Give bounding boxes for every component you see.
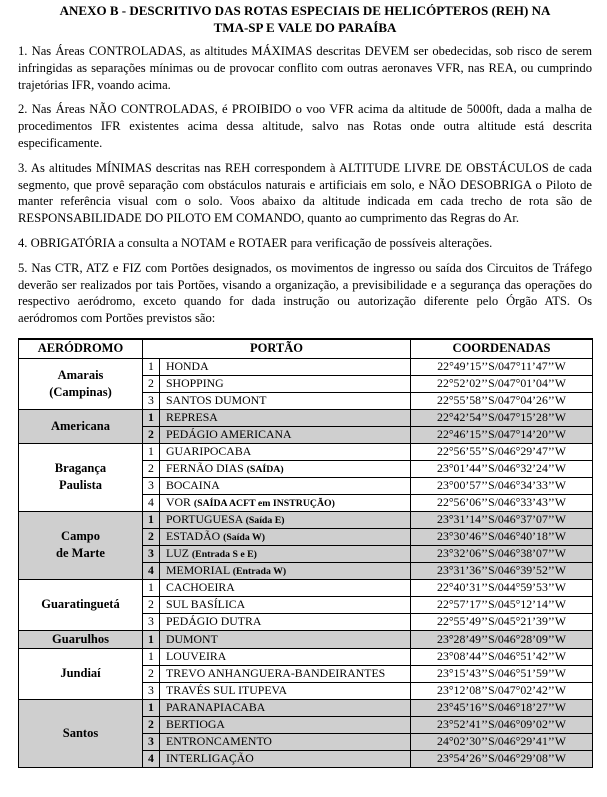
gate-cell: [160, 511, 411, 528]
gate-name: TRAVÉS SUL ITUPEVA: [166, 683, 288, 698]
aerodromo-name-line: Jundiaí: [60, 666, 101, 681]
table-row: [19, 630, 593, 648]
gate-cell: [160, 579, 411, 596]
gate-note: (Entrada S e E): [191, 548, 257, 560]
table-row: [19, 409, 593, 426]
gate-name: BERTIOGA: [166, 717, 225, 732]
aerodromo-cell: [19, 648, 143, 699]
gate-number: 3: [143, 733, 160, 750]
gate-coordinates: 23°01’44’’S/046°32’24’’W: [411, 460, 593, 477]
gate-coordinates: 23°31’36’’S/046°39’52’’W: [411, 562, 593, 579]
aerodromo-cell: [19, 409, 143, 443]
table-row: [19, 443, 593, 460]
title-line-1: ANEXO B - DESCRITIVO DAS ROTAS ESPECIAIS DE HELICÓPTEROS (REH) NA: [59, 3, 551, 18]
gate-cell: [160, 665, 411, 682]
gate-number: 1: [143, 579, 160, 596]
gate-number: 1: [143, 511, 160, 528]
gate-name: PEDÁGIO AMERICANA: [166, 427, 292, 442]
aerodromo-name-line: Guaratinguetá: [41, 597, 120, 612]
gate-number: 2: [143, 665, 160, 682]
gate-coordinates: 22°42’54’’S/047°15’28’’W: [411, 409, 593, 426]
gate-number: 1: [143, 699, 160, 716]
header-aerodromo: AERÓDROMO: [19, 339, 143, 359]
gate-number: 3: [143, 477, 160, 494]
table-row: [19, 648, 593, 665]
gate-number: 1: [143, 630, 160, 648]
gate-number: 4: [143, 562, 160, 579]
gate-coordinates: 22°57’17’’S/045°12’14’’W: [411, 596, 593, 613]
gate-cell: [160, 409, 411, 426]
paragraph-5: 5. Nas CTR, ATZ e FIZ com Portões designados, os movimentos de ingresso ou saída dos Circuitos de Tráfego deverão ser realizados por tais Portões, visando a organização, a previsibilidade e a segurança das operações do respectivo aeródromo, exceto quando for dada instrução ou autorização diferente pelo Órgão ATS. Os aeródromos com Portões previstos são:: [18, 260, 592, 326]
gate-coordinates: 23°00’57’’S/046°34’33’’W: [411, 477, 593, 494]
gate-coordinates: 22°56’55’’S/046°29’47’’W: [411, 443, 593, 460]
gate-number: 3: [143, 392, 160, 409]
gate-name: HONDA: [166, 359, 209, 374]
aerodromo-cell: [19, 579, 143, 630]
gate-cell: [160, 699, 411, 716]
aerodromo-cell: [19, 358, 143, 409]
gate-coordinates: 23°45’16’’S/046°18’27’’W: [411, 699, 593, 716]
gate-number: 1: [143, 409, 160, 426]
gate-coordinates: 22°52’02’’S/047°01’04’’W: [411, 375, 593, 392]
gate-name: PORTUGUESA: [166, 511, 246, 526]
gate-cell: [160, 613, 411, 630]
gate-cell: [160, 477, 411, 494]
gate-cell: [160, 545, 411, 562]
aerodromo-cell: [19, 511, 143, 579]
gate-name: INTERLIGAÇÃO: [166, 751, 254, 766]
gate-name: PEDÁGIO DUTRA: [166, 614, 262, 629]
gate-number: 1: [143, 443, 160, 460]
paragraph-4: 4. OBRIGATÓRIA a consulta a NOTAM e ROTAER para verificação de possíveis alterações.: [18, 235, 493, 250]
aerodromo-name-line: Guarulhos: [52, 631, 109, 646]
gate-name: BOCAINA: [166, 478, 220, 493]
gate-cell: [160, 716, 411, 733]
gate-name: MEMORIAL: [166, 562, 233, 577]
gate-cell: [160, 443, 411, 460]
gate-coordinates: 23°52’41’’S/046°09’02’’W: [411, 716, 593, 733]
aerodromo-name-line: Paulista: [58, 478, 103, 493]
gate-name: LUZ: [166, 545, 192, 560]
title-line-2: TMA-SP E VALE DO PARAÍBA: [213, 20, 397, 35]
gate-coordinates: 22°55’49’’S/045°21’39’’W: [411, 613, 593, 630]
gate-name: REPRESA: [166, 410, 218, 425]
gate-cell: [160, 648, 411, 665]
table-row: [19, 579, 593, 596]
aerodromo-name-line: (Campinas): [49, 384, 112, 399]
gate-number: 2: [143, 426, 160, 443]
table-row: [19, 699, 593, 716]
gate-note: (Entrada W): [232, 565, 287, 577]
document-title: [18, 2, 592, 36]
aerodromo-name-line: Amarais: [57, 367, 104, 382]
aerodromo-cell: [19, 699, 143, 767]
gate-name: CACHOEIRA: [166, 580, 235, 595]
gate-coordinates: 22°55’58’’S/047°04’26’’W: [411, 392, 593, 409]
gate-cell: [160, 750, 411, 767]
gate-cell: [160, 392, 411, 409]
gate-coordinates: 23°32’06’’S/046°38’07’’W: [411, 545, 593, 562]
gate-name: TREVO ANHANGUERA-BANDEIRANTES: [166, 666, 386, 681]
gate-number: 1: [143, 648, 160, 665]
gate-number: 4: [143, 750, 160, 767]
aerodromo-name-line: Santos: [62, 725, 99, 740]
gate-note: (Saída W): [223, 531, 266, 543]
header-portao: PORTÃO: [143, 339, 411, 359]
gate-number: 1: [143, 358, 160, 375]
gate-cell: [160, 358, 411, 375]
gates-table: [18, 338, 593, 768]
gate-coordinates: 24°02’30’’S/046°29’41’’W: [411, 733, 593, 750]
gate-name: SHOPPING: [166, 376, 224, 391]
table-row: [19, 511, 593, 528]
gate-cell: [160, 630, 411, 648]
gate-coordinates: 22°40’31’’S/044°59’53’’W: [411, 579, 593, 596]
paragraph-1: 1. Nas Áreas CONTROLADAS, as altitudes MÁXIMAS descritas DEVEM ser obedecidas, sob risco de serem infringidas as separações mínimas ou de provocar conflito com outras aeronaves VFR, nas REA, ou cumprindo trajetórias IFR, voando acima.: [18, 44, 592, 92]
gate-note: (SAÍDA): [246, 463, 284, 475]
gate-cell: [160, 562, 411, 579]
gate-number: 3: [143, 545, 160, 562]
gate-coordinates: 23°30’46’’S/046°40’18’’W: [411, 528, 593, 545]
gate-coordinates: 23°28’49’’S/046°28’09’’W: [411, 630, 593, 648]
aerodromo-cell: [19, 443, 143, 511]
paragraph-3: 3. As altitudes MÍNIMAS descritas nas REH correspondem à ALTITUDE LIVRE DE OBSTÁCULOS de cada segmento, que provê separação com obstáculos naturais e artificiais em solo, e NÃO DESOBRIGA o Piloto de manter referência visual com o solo. Voos abaixo da altitude indicada em cada trecho de rota são de RESPONSABILIDADE DO PILOTO EM COMANDO, quanto ao cumprimento das Regras do Ar.: [18, 160, 592, 226]
table-row: [19, 358, 593, 375]
gate-number: 2: [143, 460, 160, 477]
aerodromo-name-line: Americana: [50, 418, 110, 433]
aerodromo-name-line: de Marte: [56, 546, 105, 561]
gate-cell: [160, 460, 411, 477]
gate-coordinates: 23°15’43’’S/046°51’59’’W: [411, 665, 593, 682]
gate-name: FERNÃO DIAS: [166, 460, 247, 475]
gate-number: 2: [143, 716, 160, 733]
aerodromo-cell: [19, 630, 143, 648]
gate-cell: [160, 494, 411, 511]
gate-number: 2: [143, 528, 160, 545]
header-coordenadas: COORDENADAS: [411, 339, 593, 359]
aerodromo-name-line: Bragança: [54, 461, 107, 476]
gate-number: 2: [143, 375, 160, 392]
paragraph-2: 2. Nas Áreas NÃO CONTROLADAS, é PROIBIDO o voo VFR acima da altitude de 5000ft, dada a malha de procedimentos IFR existentes acima dessa altitude, salvo nas Rotas onde outra altitude está descrita especificamente.: [18, 102, 592, 150]
gate-coordinates: 23°08’44’’S/046°51’42’’W: [411, 648, 593, 665]
gate-number: 3: [143, 682, 160, 699]
gate-coordinates: 22°49’15’’S/047°11’47’’W: [411, 358, 593, 375]
gate-name: ESTADÃO: [166, 528, 224, 543]
gate-coordinates: 23°31’14’’S/046°37’07’’W: [411, 511, 593, 528]
gate-coordinates: 22°56’06’’S/046°33’43’’W: [411, 494, 593, 511]
gate-cell: [160, 528, 411, 545]
gate-name: SUL BASÍLICA: [166, 597, 246, 612]
gate-number: 3: [143, 613, 160, 630]
gate-number: 2: [143, 596, 160, 613]
gate-name: DUMONT: [166, 631, 218, 646]
gate-coordinates: 23°12’08’’S/047°02’42’’W: [411, 682, 593, 699]
gate-name: VOR: [166, 494, 194, 509]
gate-cell: [160, 733, 411, 750]
gate-cell: [160, 375, 411, 392]
gate-cell: [160, 426, 411, 443]
gate-note: (SAÍDA ACFT em INSTRUÇÃO): [193, 497, 335, 509]
gate-coordinates: 23°54’26’’S/046°29’08’’W: [411, 750, 593, 767]
gate-coordinates: 22°46’15’’S/047°14’20’’W: [411, 426, 593, 443]
gate-name: ENTRONCAMENTO: [166, 734, 272, 749]
gate-name: GUARIPOCABA: [166, 444, 252, 459]
gate-name: PARANAPIACABA: [166, 700, 266, 715]
gate-name: SANTOS DUMONT: [166, 393, 267, 408]
table-header-row: [19, 339, 593, 359]
document-page: [18, 2, 592, 768]
aerodromo-name-line: Campo: [61, 529, 100, 544]
gate-cell: [160, 596, 411, 613]
gate-note: (Saída E): [245, 514, 285, 526]
gate-cell: [160, 682, 411, 699]
table-body: [19, 358, 593, 767]
gate-name: LOUVEIRA: [166, 649, 227, 664]
gate-number: 4: [143, 494, 160, 511]
